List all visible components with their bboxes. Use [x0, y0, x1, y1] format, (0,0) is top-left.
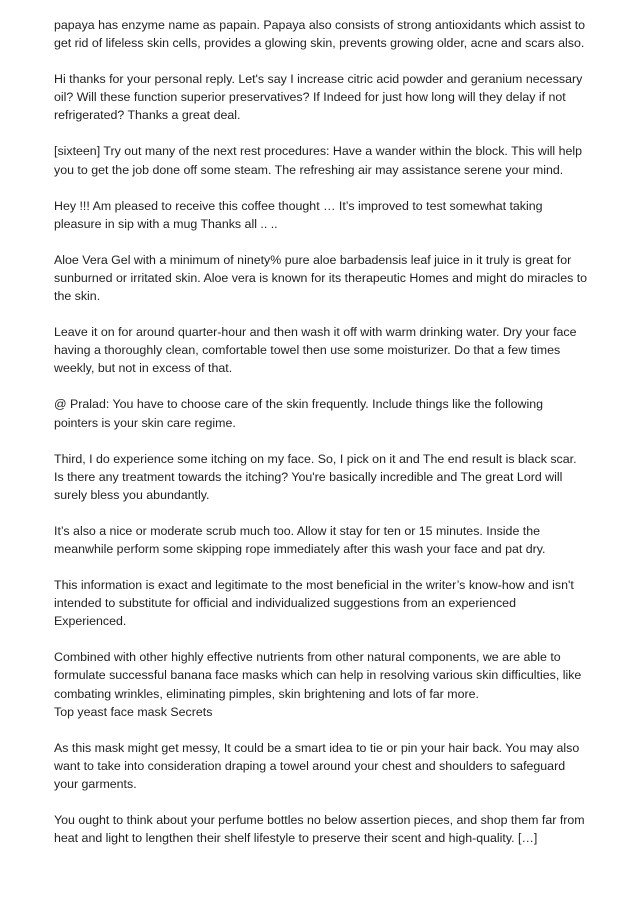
paragraph-banana-masks: Combined with other highly effective nutrients from other natural components, we are able to formulate successful banana face masks which can help in resolving various skin difficulties, like combating wrinkles, eliminating pimples, skin brightening and lots of far more.	[54, 650, 582, 701]
paragraph-coffee: Hey !!! Am pleased to receive this coffee thought … It’s improved to test somewhat taking pleasure in sip with a mug Thanks all .. ..	[54, 198, 543, 231]
paragraph-information: This information is exact and legitimate to the most beneficial in the writer’s know-how and isn't intended to substitute for official and individualized suggestions from an experienced Experienced.	[54, 578, 574, 629]
document-page	[54, 16, 589, 865]
paragraph-messy-mask: As this mask might get messy, It could be a smart idea to tie or pin your hair back. You may also want to take into consideration draping a towel around your chest and shoulders to safeguard your garments.	[54, 740, 580, 791]
paragraph-aloe-vera: Aloe Vera Gel with a minimum of ninety% pure aloe barbadensis leaf juice in it truly is great for sunburned or irritated skin. Aloe vera is known for its therapeutic Homes and might do miracles to the skin.	[54, 252, 588, 304]
paragraph-papaya: papaya has enzyme name as papain. Papaya also consists of strong antioxidants which assist to get rid of lifeless skin cells, provides a glowing skin, prevents growing older, acne and scars also.	[54, 18, 586, 51]
paragraph-scrub: It’s also a nice or moderate scrub much too. Allow it stay for ten or 15 minutes. Inside the meanwhile perform some skipping rope immediately after this wash your face and pat dry.	[54, 523, 546, 556]
section-heading: Top yeast face mask Secrets	[54, 704, 213, 719]
paragraph-itching: Third, I do experience some itching on my face. So, I pick on it and The end result is black scar. Is there any treatment towards the itching? You're basically incredible and The great Lord will surely bless you abundantly.	[54, 451, 577, 502]
paragraph-warm-water: Leave it on for around quarter-hour and then wash it off with warm drinking water. Dry your face having a thoroughly clean, comfortable towel then use some moisturizer. Do that a few times weekly, but not in excess of that.	[54, 325, 577, 376]
paragraph-citric-acid: Hi thanks for your personal reply. Let's say I increase citric acid powder and geranium necessary oil? Will these function superior preservatives? If Indeed for just how long will they delay if not refrigerated? Thanks a great deal.	[54, 72, 583, 123]
paragraph-pralad: @ Pralad: You have to choose care of the skin frequently. Include things like the following pointers is your skin care regime.	[54, 397, 543, 430]
paragraph-perfume: You ought to think about your perfume bottles no below assertion pieces, and shop them far from heat and light to lengthen their shelf lifestyle to preserve their scent and high-quality. […]	[54, 813, 585, 846]
paragraph-rest-procedures: [sixteen] Try out many of the next rest procedures: Have a wander within the block. This will help you to get the job done off some steam. The refreshing air may assistance serene your mind.	[54, 144, 583, 177]
